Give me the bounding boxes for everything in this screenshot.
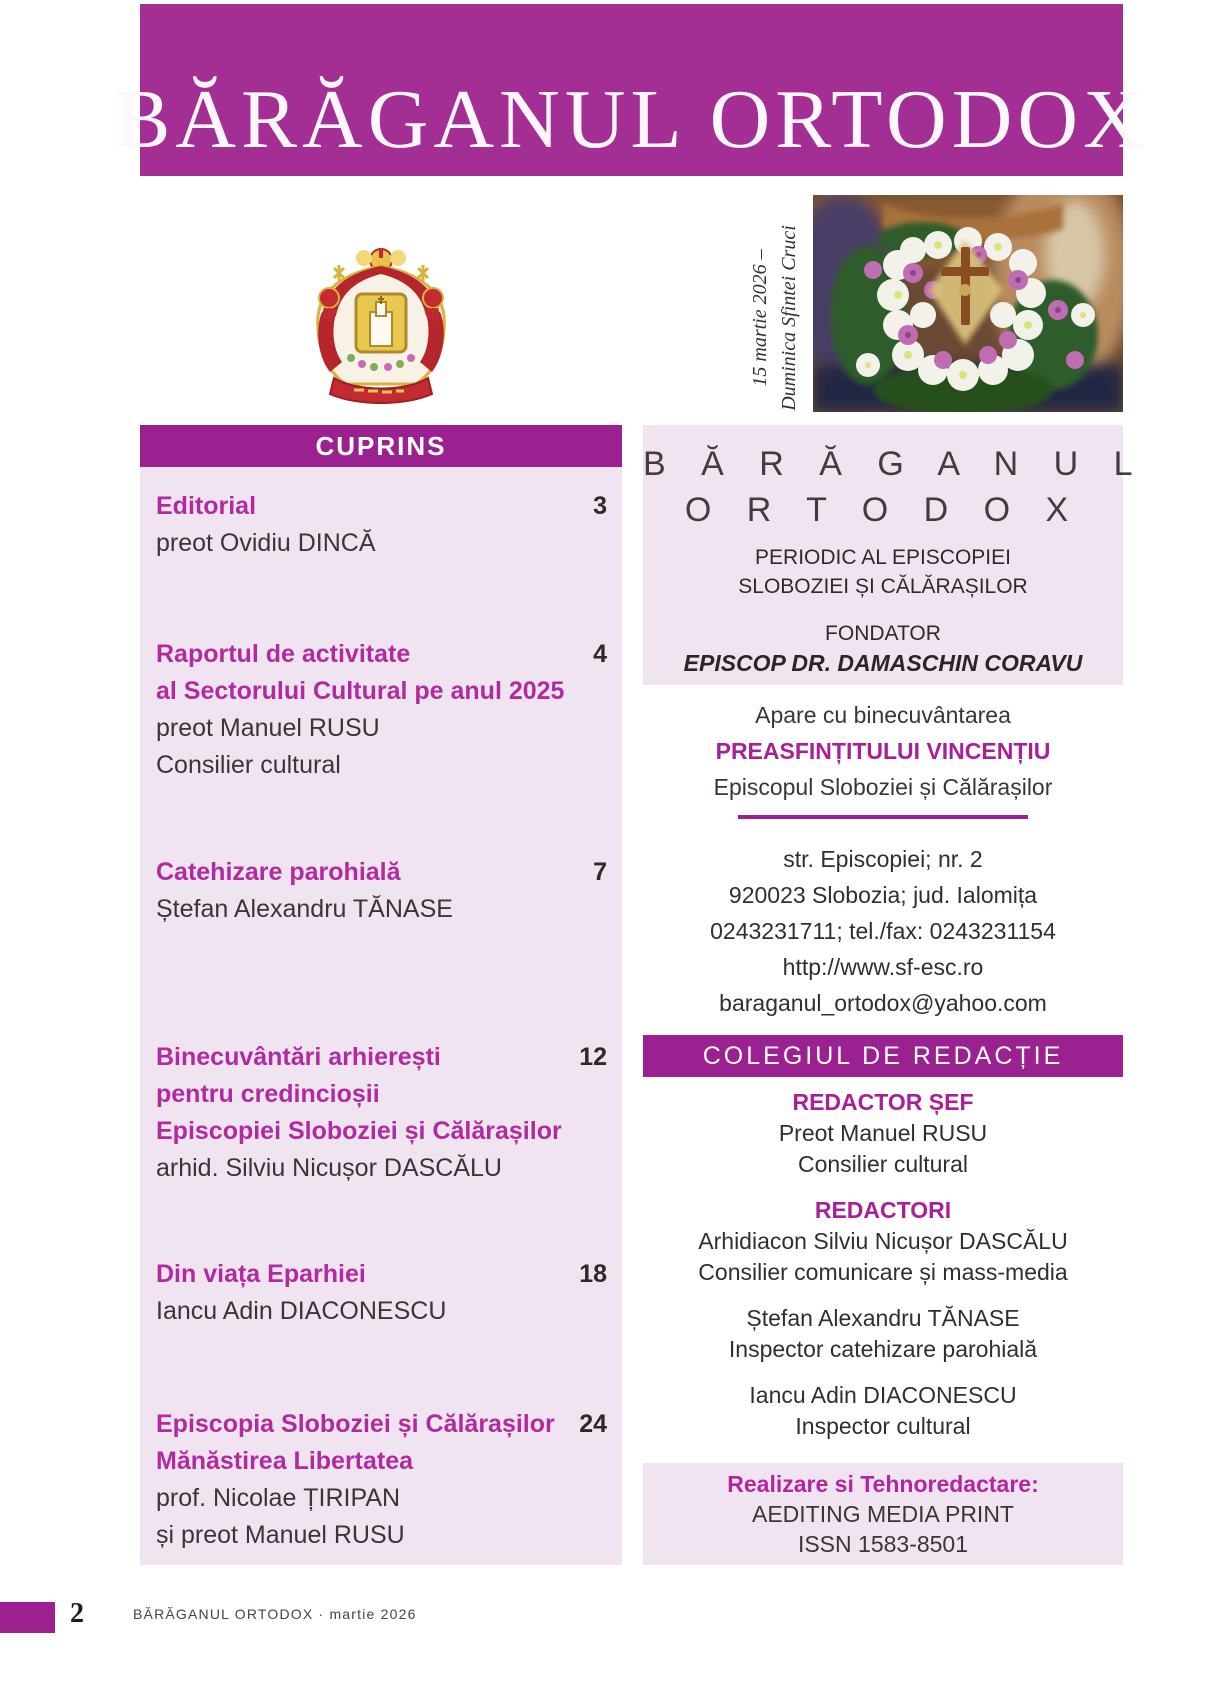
toc-page-number: 4: [593, 640, 607, 668]
member-name: Ștefan Alexandru TĂNASE: [746, 1305, 1020, 1331]
role-label: REDACTORI: [814, 1197, 952, 1223]
member-name: Preot Manuel RUSU: [778, 1120, 988, 1146]
publication-title-line: B Ă R Ă G A N U L: [643, 445, 1146, 483]
toc-author: preot Ovidiu DINCĂ: [156, 529, 376, 557]
publication-subtitle-line: PERIODIC AL EPISCOPIEI: [755, 546, 1011, 569]
toc-author: prof. Nicolae ȚIRIPAN: [156, 1484, 401, 1512]
toc-header-label: CUPRINS: [315, 430, 447, 461]
production-company: AEDITING MEDIA PRINT: [752, 1501, 1014, 1527]
bishop-name: PREASFINȚITULUI VINCENȚIU: [715, 738, 1051, 764]
divider-rule: [738, 815, 1028, 819]
toc-page-number: 24: [579, 1410, 607, 1438]
toc-header-bar: [140, 425, 622, 467]
publication-info-box: [643, 425, 1146, 685]
toc-entry-catehizare: [156, 854, 607, 928]
toc-page-number: 18: [579, 1260, 607, 1288]
toc-entry-manastirea-libertatea: [156, 1406, 607, 1554]
editorial-board-header-label: COLEGIUL DE REDACȚIE: [702, 1041, 1064, 1070]
publication-subtitle-line: SLOBOZIEI ȘI CĂLĂRAȘILOR: [738, 575, 1028, 598]
toc-entry-binecuvantari: [156, 1039, 607, 1187]
footer-running-title: BĂRĂGANUL ORTODOX · martie 2026: [133, 1606, 417, 1622]
toc-title[interactable]: Episcopiei Sloboziei și Călărașilor: [156, 1117, 562, 1145]
toc-panel: [140, 467, 622, 1565]
blessing-line: Apare cu binecuvântarea: [755, 702, 1011, 728]
toc-page-number: 7: [593, 858, 607, 886]
role-label: REDACTOR ȘEF: [792, 1089, 974, 1115]
toc-author: și preot Manuel RUSU: [156, 1521, 405, 1549]
toc-title[interactable]: al Sectorului Cultural pe anul 2025: [156, 677, 565, 705]
masthead-banner: [114, 4, 1149, 176]
blessing-block: [643, 697, 1123, 805]
toc-entry-din-viata-eparhiei: [156, 1256, 607, 1330]
masthead-title: BĂRĂGANUL ORTODOX: [114, 73, 1149, 166]
toc-title[interactable]: Binecuvântări arhierești: [156, 1043, 441, 1071]
publication-info-column: [643, 425, 1146, 1565]
toc-title[interactable]: Catehizare parohială: [156, 858, 401, 886]
toc-title[interactable]: Episcopia Sloboziei și Călărașilor: [156, 1410, 555, 1438]
footer-page-number: 2: [70, 1598, 84, 1629]
toc-title[interactable]: Din viața Eparhiei: [156, 1260, 366, 1288]
address-block: [643, 841, 1123, 1021]
footer-accent-block: [0, 1602, 55, 1633]
issue-feast-line: Duminica Sfintei Cruci: [778, 225, 801, 411]
blessing-line: Episcopul Sloboziei și Călărașilor: [713, 774, 1053, 800]
toc-title[interactable]: pentru credincioșii: [156, 1080, 380, 1108]
editorial-board-header-bar: [643, 1035, 1123, 1077]
toc-author: Iancu Adin DIACONESCU: [156, 1297, 447, 1325]
founder-label: FONDATOR: [825, 622, 941, 645]
address-city: 920023 Slobozia; jud. Ialomița: [728, 882, 1038, 908]
toc-author: Ștefan Alexandru TĂNASE: [156, 895, 453, 923]
toc-title[interactable]: Mănăstirea Libertatea: [156, 1447, 414, 1475]
toc-page-number: 12: [579, 1043, 607, 1071]
production-box: [643, 1463, 1123, 1565]
editorial-board-list: [643, 1087, 1123, 1457]
episcopal-coat-of-arms-icon: [296, 246, 466, 406]
toc-entry-raport-cultural: [156, 636, 607, 784]
toc-author: arhid. Silviu Nicușor DASCĂLU: [156, 1154, 502, 1182]
member-title: Consilier cultural: [797, 1151, 968, 1177]
issn-number: ISSN 1583-8501: [797, 1531, 969, 1557]
toc-author: Consilier cultural: [156, 751, 341, 779]
toc-entry-editorial: [156, 488, 607, 562]
founder-name: EPISCOP DR. DAMASCHIN CORAVU: [683, 650, 1083, 676]
publication-title-line: O R T O D O X: [684, 491, 1082, 529]
production-label: Realizare si Tehnoredactare:: [727, 1471, 1039, 1497]
member-title: Consilier comunicare și mass-media: [698, 1259, 1068, 1285]
email-address: baraganul_ortodox@yahoo.com: [719, 990, 1047, 1016]
member-name: Iancu Adin DIACONESCU: [749, 1382, 1017, 1408]
toc-title[interactable]: Editorial: [156, 492, 257, 520]
toc-page-number: 3: [593, 492, 607, 520]
toc-title[interactable]: Raportul de activitate: [156, 640, 411, 668]
toc-author: preot Manuel RUSU: [156, 714, 380, 742]
website-url: http://www.sf-esc.ro: [782, 954, 984, 980]
member-name: Arhidiacon Silviu Nicușor DASCĂLU: [698, 1228, 1068, 1254]
member-title: Inspector catehizare parohială: [728, 1336, 1038, 1362]
address-street: str. Episcopiei; nr. 2: [783, 846, 983, 872]
member-title: Inspector cultural: [795, 1413, 971, 1439]
cover-photo-flower-cross: [813, 195, 1123, 412]
address-phone: 0243231711; tel./fax: 0243231154: [710, 918, 1056, 944]
issue-date-line: 15 martie 2026 –: [749, 249, 772, 387]
